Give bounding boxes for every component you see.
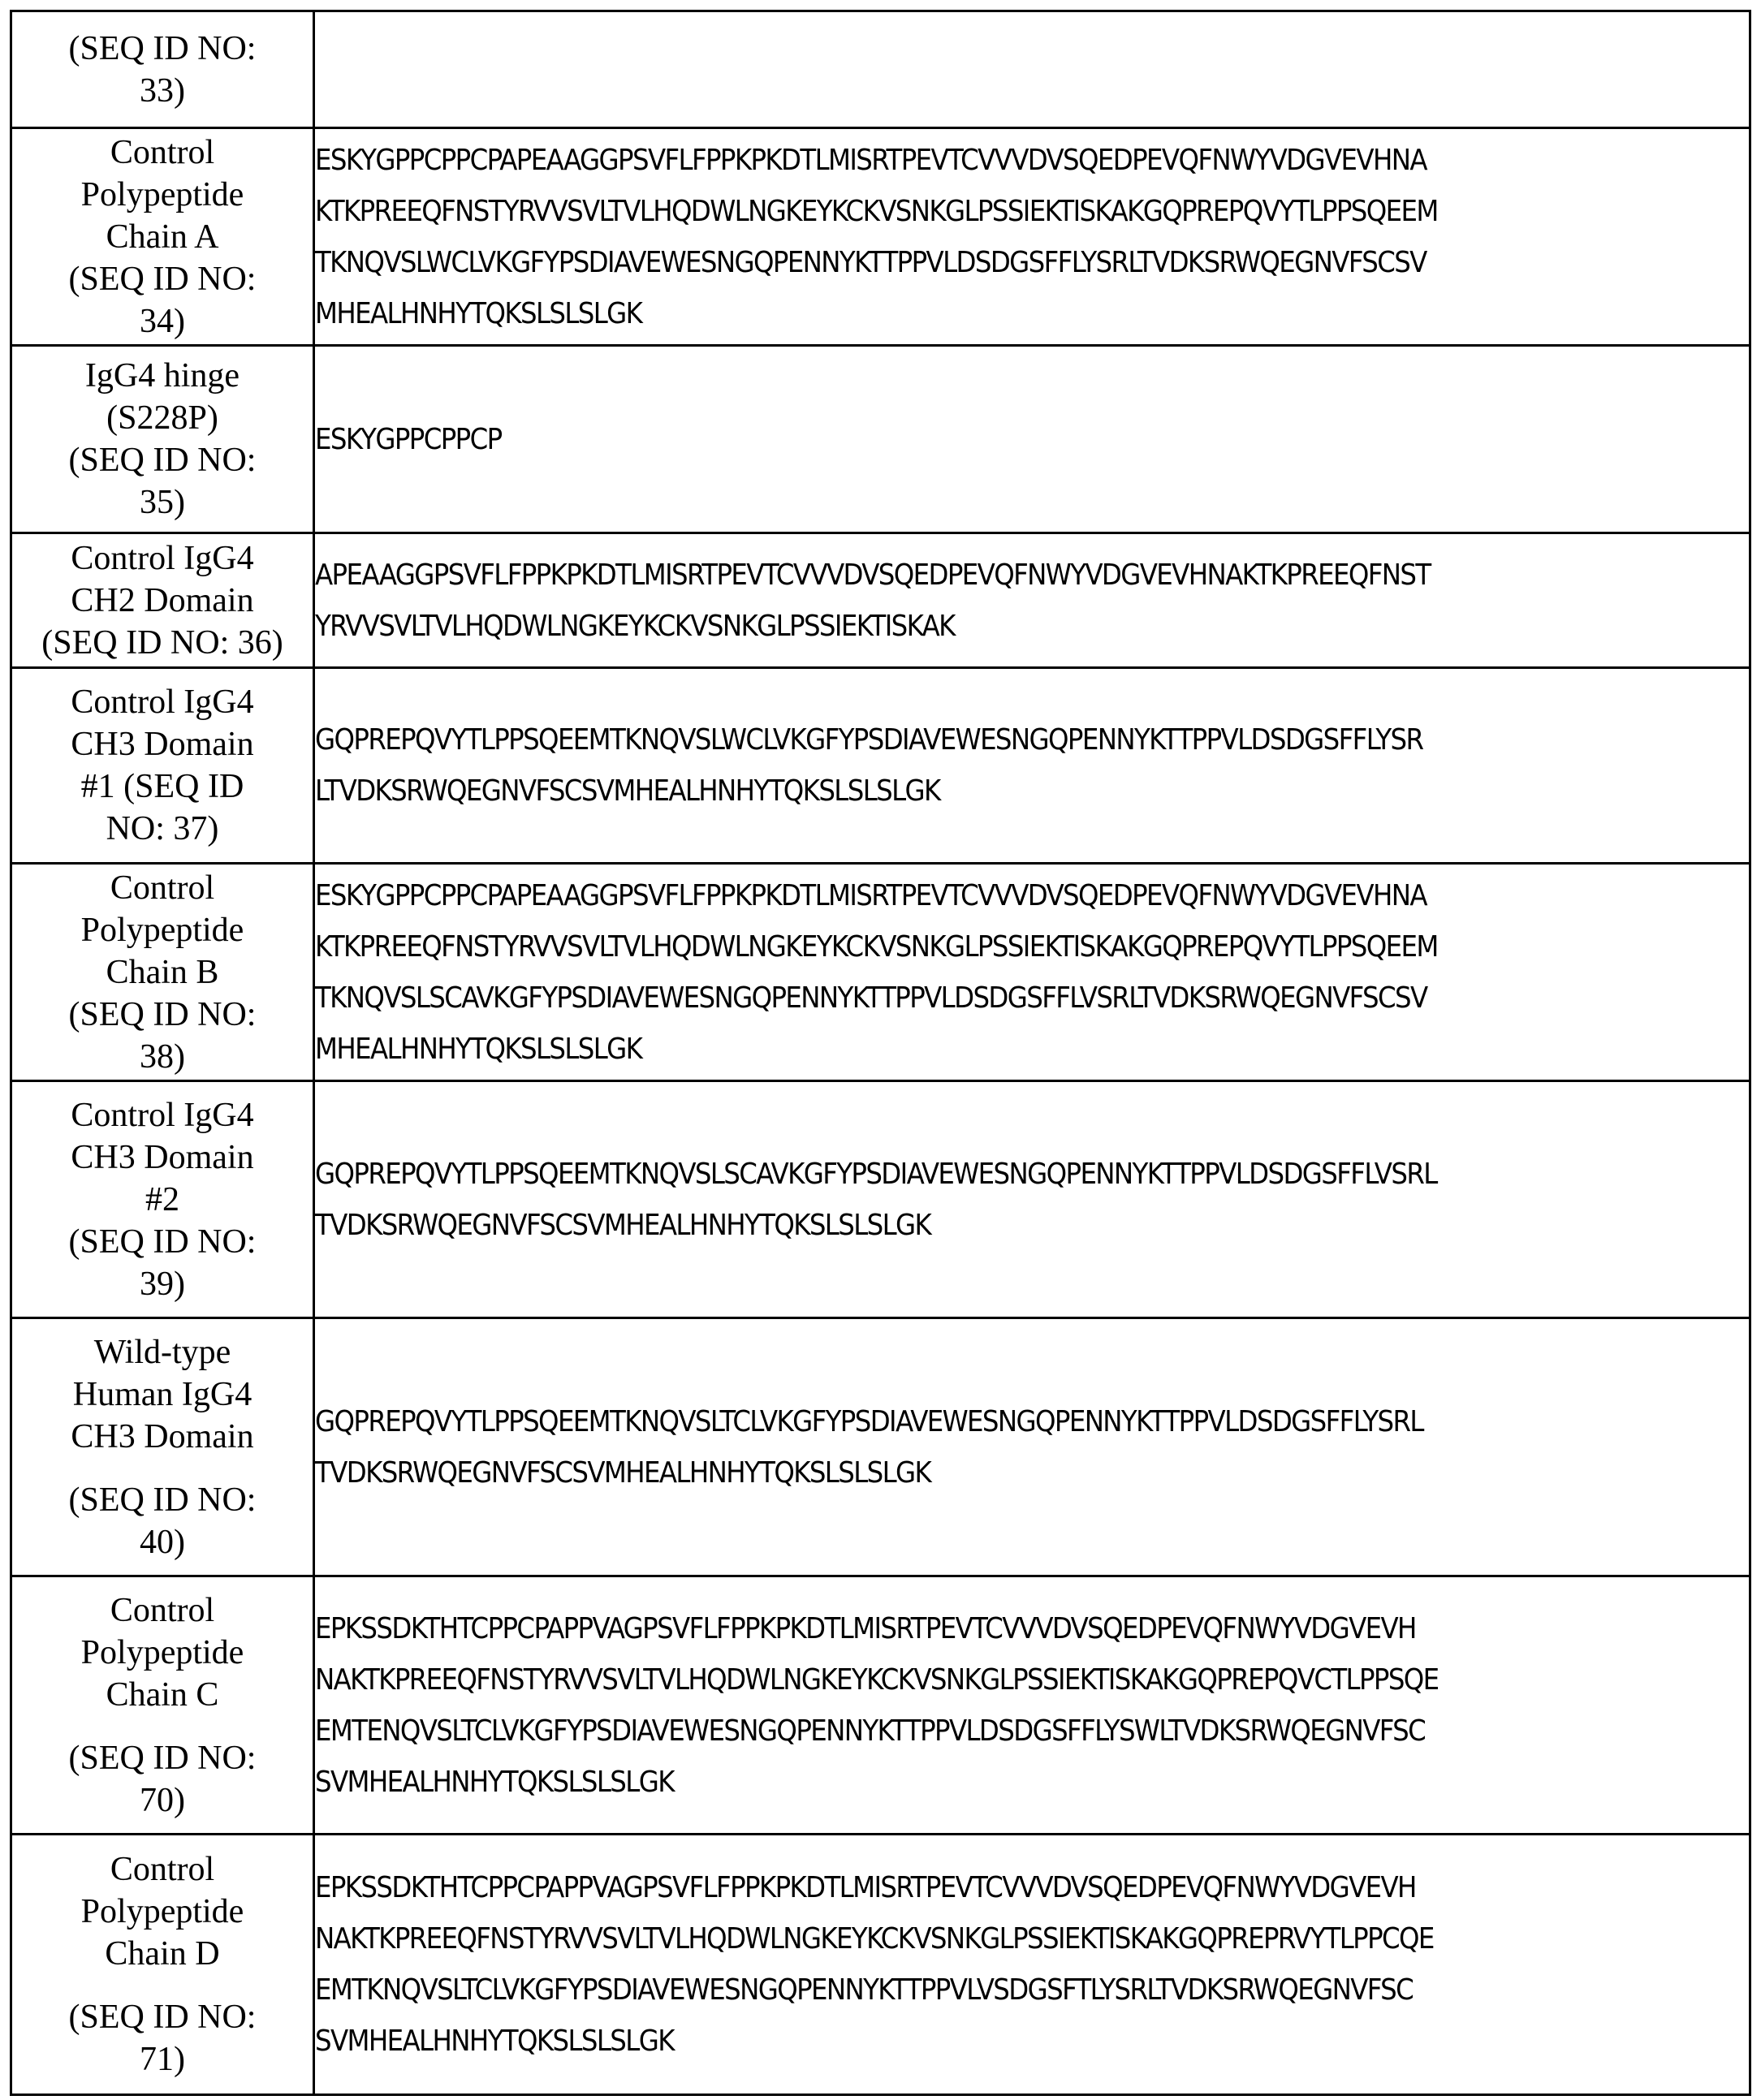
sequence-line: GQPREPQVYTLPPSQEEMTKNQVSLSCAVKGFYPSDIAVEWESNGQPENNYKTTPPVLDSDGSFFLVSRL (315, 1157, 1437, 1191)
label-line: Polypeptide (80, 1893, 244, 1930)
label-line: (SEQ ID NO: (68, 260, 257, 298)
sequence-line: GQPREPQVYTLPPSQEEMTKNQVSLWCLVKGFYPSDIAVEWESNGQPENNYKTTPPVLDSDGSFFLYSR (315, 723, 1423, 757)
sequence-label-cell (11, 1835, 314, 2095)
label-line: 38) (140, 1037, 185, 1076)
label-line: Chain B (106, 953, 219, 991)
sequence-line: EMTKNQVSLTCLVKGFYPSDIAVEWESNGQPENNYKTTPPVLVSDGSFTLYSRLTVDKSRWQEGNVFSC (315, 1973, 1414, 2007)
sequence-line: APEAAGGPSVFLFPPKPKDTLMISRTPEVTCVVVDVSQEDPEVQFNWYVDGVEVHNAKTKPREEQFNST (315, 558, 1431, 592)
label-line: Human IgG4 (72, 1375, 252, 1413)
sequence-line: TKNQVSLWCLVKGFYPSDIAVEWESNGQPENNYKTTPPVLDSDGSFFLYSRLTVDKSRWQEGNVFSCSV (315, 245, 1426, 279)
label-line: Wild-type (93, 1333, 231, 1371)
sequence-label-cell (11, 346, 314, 533)
sequence-line: ESKYGPPCPPCPAPEAAGGPSVFLFPPKPKDTLMISRTPEVTCVVVDVSQEDPEVQFNWYVDGVEVHNA (315, 143, 1426, 177)
label-line: #1 (SEQ ID (80, 768, 244, 805)
sequence-line: ESKYGPPCPPCP (315, 422, 502, 456)
label-line: Polypeptide (80, 175, 244, 213)
label-line: (SEQ ID NO: (68, 995, 257, 1033)
table-row (11, 346, 1750, 533)
label-line: IgG4 hinge (84, 357, 240, 395)
table-row (11, 668, 1750, 864)
sequence-label-cell (11, 1576, 314, 1835)
sequence-value-cell (314, 1318, 1750, 1576)
label-line: CH3 Domain (71, 1138, 254, 1176)
table-row (11, 1835, 1750, 2095)
label-line: (SEQ ID NO: 36) (41, 623, 283, 662)
label-line: Chain C (106, 1675, 219, 1714)
table-row (11, 533, 1750, 668)
sequence-line: TVDKSRWQEGNVFSCSVMHEALHNHYTQKSLSLSLGK (315, 1455, 931, 1490)
label-line: 35) (140, 484, 185, 521)
label-line: 70) (140, 1781, 185, 1819)
sequence-line: KTKPREEQFNSTYRVVSVLTVLHQDWLNGKEYKCKVSNKGLPSSIEKTISKAKGQPREPQVYTLPPSQEEM (315, 194, 1438, 228)
label-line: (SEQ ID NO: (68, 1739, 257, 1777)
sequence-line: SVMHEALHNHYTQKSLSLSLGK (315, 2025, 674, 2058)
sequence-value-cell (314, 1576, 1750, 1835)
table-row (11, 1318, 1750, 1576)
sequence-line: GQPREPQVYTLPPSQEEMTKNQVSLTCLVKGFYPSDIAVEWESNGQPENNYKTTPPVLDSDGSFFLYSRL (315, 1404, 1423, 1438)
sequence-label-cell (11, 668, 314, 864)
sequence-line: NAKTKPREEQFNSTYRVVSVLTVLHQDWLNGKEYKCKVSNKGLPSSIEKTISKAKGQPREPRVYTLPPCQE (315, 1922, 1434, 1956)
label-line: Chain D (105, 1935, 220, 1973)
sequence-label-cell (11, 864, 314, 1081)
sequence-value-cell (314, 128, 1750, 346)
label-line: Control IgG4 (71, 1096, 254, 1134)
sequence-line: KTKPREEQFNSTYRVVSVLTVLHQDWLNGKEYKCKVSNKGLPSSIEKTISKAKGQPREPQVYTLPPSQEEM (315, 929, 1438, 964)
sequence-value-cell (314, 11, 1750, 128)
label-spacer (12, 1458, 313, 1479)
label-line: (SEQ ID NO: (68, 1999, 257, 2036)
sequence-line: ESKYGPPCPPCPAPEAAGGPSVFLFPPKPKDTLMISRTPEVTCVVVDVSQEDPEVQFNWYVDGVEVHNA (315, 878, 1426, 912)
sequence-line: TVDKSRWQEGNVFSCSVMHEALHNHYTQKSLSLSLGK (315, 1208, 931, 1242)
sequence-line: TKNQVSLSCAVKGFYPSDIAVEWESNGQPENNYKTTPPVLDSDGSFFLVSRLTVDKSRWQEGNVFSCSV (315, 981, 1427, 1015)
label-line: CH3 Domain (71, 1417, 254, 1455)
table-row (11, 864, 1750, 1081)
sequence-line: MHEALHNHYTQKSLSLSLGK (315, 1032, 642, 1066)
sequence-line: NAKTKPREEQFNSTYRVVSVLTVLHQDWLNGKEYKCKVSNKGLPSSIEKTISKAKGQPREPQVCTLPPSQE (315, 1662, 1439, 1697)
label-line: NO: 37) (106, 810, 219, 847)
label-line: Control (110, 869, 215, 907)
label-line: 33) (140, 71, 185, 110)
label-line: 39) (140, 1265, 185, 1303)
label-line: Chain A (106, 218, 219, 256)
sequence-table-body (11, 11, 1750, 2095)
label-line: Control IgG4 (71, 539, 254, 577)
table-row (11, 11, 1750, 128)
label-line: (SEQ ID NO: (68, 1481, 257, 1519)
label-line: (SEQ ID NO: (68, 29, 257, 67)
table-row (11, 128, 1750, 346)
sequence-label-cell (11, 533, 314, 668)
label-line: Polypeptide (80, 1633, 244, 1671)
label-line: 34) (140, 302, 185, 340)
sequence-line: MHEALHNHYTQKSLSLSLGK (315, 296, 642, 330)
sequence-line: YRVVSVLTVLHQDWLNGKEYKCKVSNKGLPSSIEKTISKAK (315, 609, 955, 643)
table-row (11, 1081, 1750, 1318)
sequence-value-cell (314, 1835, 1750, 2095)
sequence-label-cell (11, 11, 314, 128)
label-line: Control IgG4 (71, 683, 254, 721)
label-line: Control (110, 1851, 215, 1888)
table-row (11, 1576, 1750, 1835)
sequence-line: EPKSSDKTHTCPPCPAPPVAGPSVFLFPPKPKDTLMISRTPEVTCVVVDVSQEDPEVQFNWYVDGVEVH (315, 1611, 1416, 1645)
sequence-value-cell (314, 864, 1750, 1081)
sequence-value-cell (314, 1081, 1750, 1318)
sequence-value-cell (314, 668, 1750, 864)
label-spacer (12, 1975, 313, 1996)
label-line: Control (110, 133, 215, 171)
label-line: Polypeptide (80, 911, 244, 949)
sequence-value-cell (314, 346, 1750, 533)
sequence-line: LTVDKSRWQEGNVFSCSVMHEALHNHYTQKSLSLSLGK (315, 774, 940, 808)
label-line: Control (110, 1591, 215, 1629)
label-line: 71) (140, 2041, 185, 2078)
label-spacer (12, 1716, 313, 1737)
label-line: #2 (145, 1180, 179, 1218)
label-line: (SEQ ID NO: (68, 1222, 257, 1261)
label-line: (SEQ ID NO: (68, 442, 257, 479)
sequence-label-cell (11, 1318, 314, 1576)
sequence-label-cell (11, 128, 314, 346)
sequence-line: EPKSSDKTHTCPPCPAPPVAGPSVFLFPPKPKDTLMISRTPEVTCVVVDVSQEDPEVQFNWYVDGVEVH (315, 1871, 1416, 1904)
sequence-line: EMTENQVSLTCLVKGFYPSDIAVEWESNGQPENNYKTTPPVLDSDGSFFLYSWLTVDKSRWQEGNVFSC (315, 1714, 1426, 1748)
sequence-line: SVMHEALHNHYTQKSLSLSLGK (315, 1765, 674, 1799)
label-line: 40) (140, 1523, 185, 1561)
sequence-value-cell (314, 533, 1750, 668)
label-line: (S228P) (106, 399, 218, 437)
label-line: CH2 Domain (71, 581, 254, 619)
sequence-label-cell (11, 1081, 314, 1318)
label-line: CH3 Domain (71, 726, 254, 763)
sequence-table (10, 10, 1751, 2096)
